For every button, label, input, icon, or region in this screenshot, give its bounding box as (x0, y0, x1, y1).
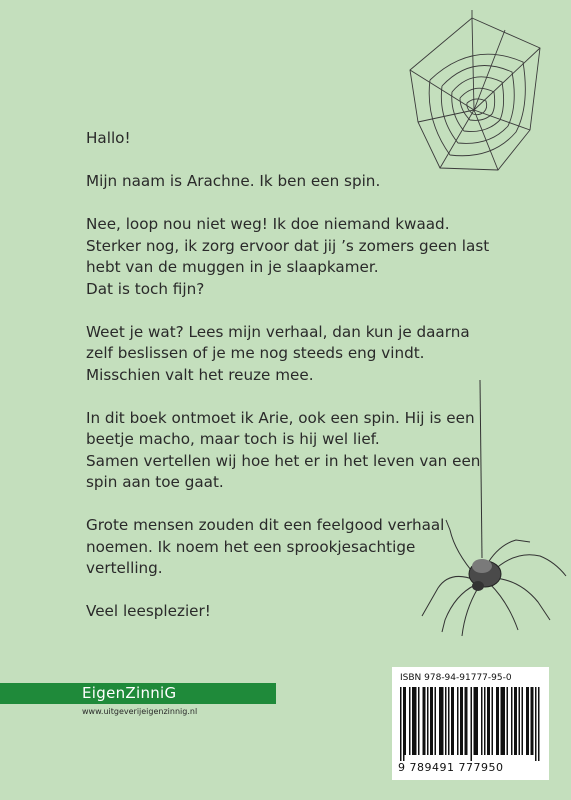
text-line: Hallo! (86, 129, 131, 147)
publisher-url: www.uitgeverijeigenzinnig.nl (82, 707, 198, 716)
text-line: Sterker nog, ik zorg ervoor dat jij ’s zomers geen last (86, 236, 490, 255)
text-line: Mijn naam is Arachne. Ik ben een spin. (86, 172, 381, 190)
barcode-box (392, 667, 549, 780)
text-line: Nee, loop nou niet weg! Ik doe niemand kwaad. (86, 215, 450, 233)
text-line: zelf beslissen of je me nog steeds eng vindt. (86, 344, 425, 362)
text-line: noemen. Ik noem het een sprookjesachtige (86, 537, 416, 556)
paragraph-invite (86, 322, 506, 387)
text-line: vertelling. (86, 559, 163, 577)
text-line: Weet je wat? Lees mijn verhaal, dan kun je daarna (86, 322, 470, 341)
paragraph-intro (86, 171, 506, 193)
barcode-digits: 9 789491 777950 (398, 761, 504, 774)
text-line: spin aan toe gaat. (86, 473, 224, 491)
text-line: In dit boek ontmoet ik Arie, ook een spin. Hij is een (86, 408, 475, 427)
text-line: Misschien valt het reuze mee. (86, 365, 314, 384)
paragraph-reassure (86, 214, 506, 300)
text-line: Grote mensen zouden dit een feelgood verhaal (86, 516, 445, 534)
text-line: Dat is toch fijn? (86, 279, 205, 298)
text-line: Samen vertellen wij hoe het er in het leven van een (86, 451, 481, 470)
isbn-label: ISBN 978-94-91777-95-0 (400, 673, 512, 683)
publisher-logo: EigenZinniG (82, 684, 177, 702)
spider-icon (420, 380, 570, 640)
text-line: beetje macho, maar toch is hij wel lief. (86, 430, 380, 448)
text-line: hebt van de muggen in je slaapkamer. (86, 258, 379, 276)
paragraph-greeting (86, 128, 506, 150)
text-line: Veel leesplezier! (86, 602, 211, 620)
barcode-icon (400, 687, 541, 761)
